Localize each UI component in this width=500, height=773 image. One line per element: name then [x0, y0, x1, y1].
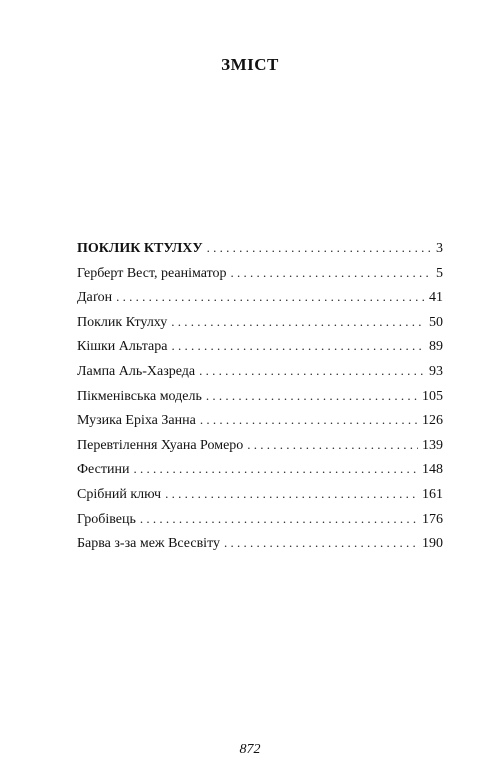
toc-entry-title: Герберт Вест, реаніматор [77, 265, 227, 281]
dot-leader [199, 359, 425, 384]
dot-leader [247, 433, 418, 458]
dot-leader [224, 531, 418, 556]
toc-entry[interactable] [77, 507, 443, 532]
dot-leader [140, 507, 418, 532]
toc-entry-title: Барва з-за меж Всесвіту [77, 536, 221, 552]
toc-entry-title: Поклик Ктулху [77, 314, 168, 330]
dot-leader [207, 236, 432, 261]
toc-entry-page: 93 [429, 363, 443, 379]
dot-leader [165, 482, 418, 507]
toc-entry[interactable] [77, 433, 443, 458]
dot-leader [133, 457, 418, 482]
toc-entry-title: Кішки Альтара [77, 339, 168, 355]
dot-leader [171, 310, 425, 335]
dot-leader [200, 408, 418, 433]
toc-entry-title: ПОКЛИК КТУЛХУ [77, 241, 203, 256]
toc-entry[interactable] [77, 531, 443, 556]
toc-entry[interactable] [77, 261, 443, 286]
toc-part-heading[interactable] [77, 236, 443, 261]
toc-entry[interactable] [77, 457, 443, 482]
toc-entry-page: 190 [422, 536, 443, 552]
toc-entry-title: Лампа Аль-Хазреда [77, 363, 196, 379]
toc-entry[interactable] [77, 384, 443, 409]
toc-entry-title: Перевтілення Хуана Ромеро [77, 437, 244, 453]
dot-leader [171, 334, 425, 359]
toc-entry-page: 139 [422, 437, 443, 453]
toc-entry-title: Срібний ключ [77, 486, 162, 502]
toc-entry[interactable] [77, 359, 443, 384]
toc-entry-page: 148 [422, 462, 443, 478]
toc-entry-title: Гробівець [77, 511, 136, 527]
toc-entry[interactable] [77, 408, 443, 433]
toc-entry-page: 126 [422, 413, 443, 429]
table-of-contents [77, 236, 443, 556]
toc-entry-page: 5 [436, 265, 443, 281]
toc-entry-page: 41 [429, 290, 443, 306]
toc-entry-title: Даґон [77, 290, 113, 306]
toc-entry-page: 105 [422, 388, 443, 404]
toc-entry-page: 161 [422, 486, 443, 502]
dot-leader [231, 261, 432, 286]
toc-entry-page: 89 [429, 339, 443, 355]
toc-entry[interactable] [77, 310, 443, 335]
toc-entry[interactable] [77, 482, 443, 507]
toc-entry-page: 176 [422, 511, 443, 527]
toc-entry-title: Музика Еріха Занна [77, 413, 196, 429]
toc-entry[interactable] [77, 285, 443, 310]
dot-leader [206, 384, 418, 409]
toc-entry[interactable] [77, 334, 443, 359]
page-number: 872 [239, 742, 261, 757]
toc-entry-page: 3 [436, 241, 443, 256]
page-title: ЗМІСТ [221, 55, 279, 74]
toc-entry-title: Фестини [77, 462, 130, 478]
toc-entry-title: Пікменівська модель [77, 388, 202, 404]
dot-leader [116, 285, 425, 310]
toc-entry-page: 50 [429, 314, 443, 330]
